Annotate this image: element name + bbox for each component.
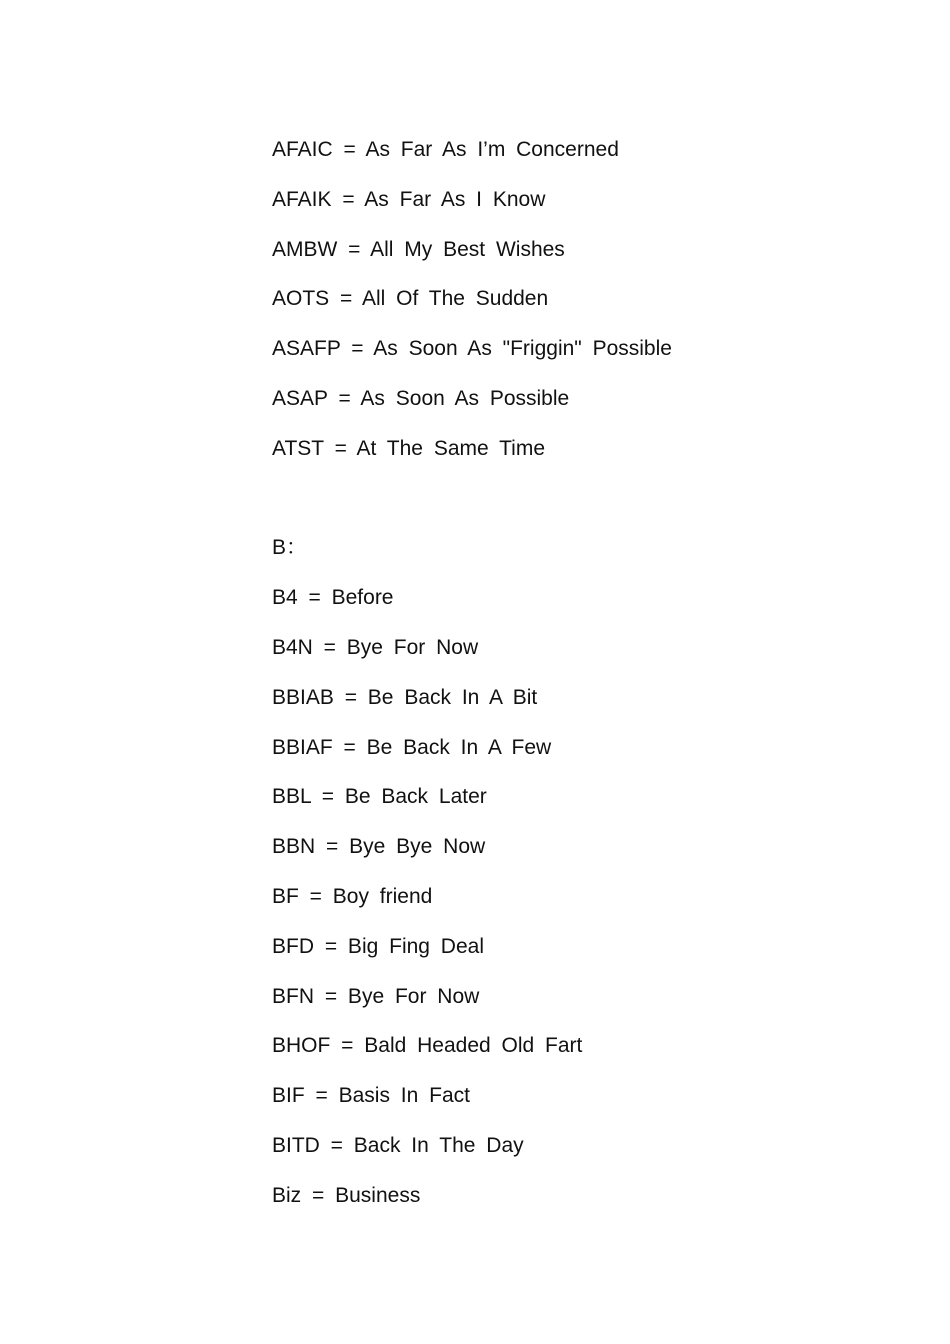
abbreviation-entry: B4 = Before xyxy=(272,586,394,610)
abbreviation-list xyxy=(272,134,912,1230)
abbreviation-entry: AOTS = All Of The Sudden xyxy=(272,287,549,311)
abbreviation-entry: BBL = Be Back Later xyxy=(272,785,487,809)
abbreviation-entry: ATST = At The Same Time xyxy=(272,436,546,460)
abbreviation-entry: BBN = Bye Bye Now xyxy=(272,835,486,859)
abbreviation-entry: ASAFP = As Soon As "Friggin" Possible xyxy=(272,337,672,361)
abbreviation-entry: AFAIK = As Far As I Know xyxy=(272,187,546,211)
abbreviation-entry: Biz = Business xyxy=(272,1183,421,1207)
abbreviation-entry: AMBW = All My Best Wishes xyxy=(272,237,565,261)
abbreviation-entry: BFD = Big Fing Deal xyxy=(272,934,484,958)
abbreviation-entry: AFAIC = As Far As I’m Concerned xyxy=(272,138,619,161)
blank-line xyxy=(272,483,912,533)
abbreviation-entry: B4N = Bye For Now xyxy=(272,635,479,659)
abbreviation-entry: ASAP = As Soon As Possible xyxy=(272,386,570,410)
abbreviation-entry: BHOF = Bald Headed Old Fart xyxy=(272,1034,583,1058)
abbreviation-entry: BITD = Back In The Day xyxy=(272,1133,524,1157)
abbreviation-entry: BFN = Bye For Now xyxy=(272,984,480,1008)
abbreviation-entry: BBIAF = Be Back In A Few xyxy=(272,735,552,759)
abbreviation-entry: BF = Boy friend xyxy=(272,884,433,908)
section-heading-b: B： xyxy=(272,536,308,560)
abbreviation-entry: BIF = Basis In Fact xyxy=(272,1084,470,1108)
abbreviation-entry: BBIAB = Be Back In A Bit xyxy=(272,685,538,709)
